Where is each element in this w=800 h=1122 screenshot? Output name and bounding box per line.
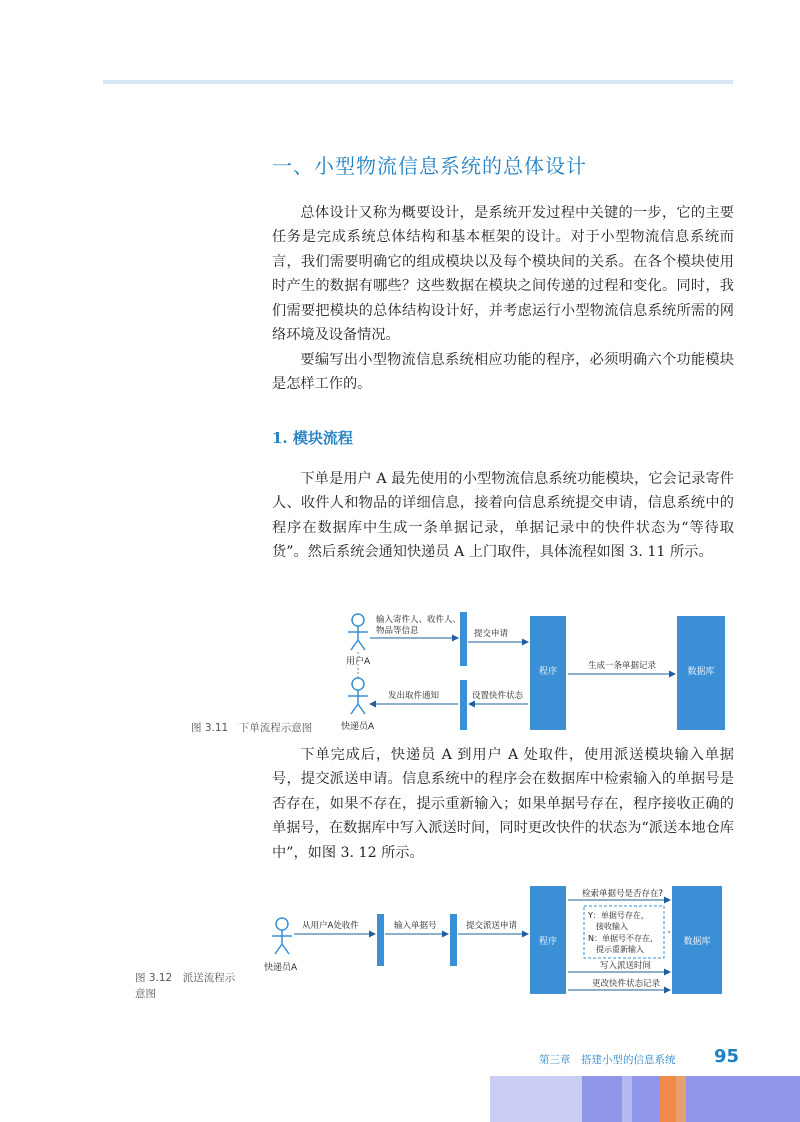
delivery-flow-diagram — [262, 882, 732, 1000]
notify-label: 发出取件通知 — [388, 691, 440, 701]
submit-bar — [460, 612, 467, 666]
figure-caption-3-12 — [135, 970, 253, 1002]
courier-icon — [272, 918, 292, 954]
input-label-1: 输入寄件人、收件人、 — [376, 615, 462, 625]
intro-paragraph-2: 要编写出小型物流信息系统相应功能的程序，必须明确六个功能模块是怎样工作的。 — [272, 352, 734, 393]
status-label: 设置快件状态 — [472, 691, 524, 701]
no-line-2: 提示重新输入 — [596, 945, 644, 954]
user-label: 用户A — [346, 657, 371, 667]
submit-label: 提交派送申请 — [466, 921, 518, 931]
user-icon — [348, 614, 368, 650]
no-line-1: N：单据号不存在， — [588, 934, 658, 943]
database-label: 数据库 — [687, 667, 715, 677]
database-label: 数据库 — [683, 937, 711, 947]
subsection-title: 1. 模块流程 — [272, 429, 353, 447]
pickup-bar — [377, 914, 384, 966]
order-paragraph: 下单是用户 A 最先使用的小型物流信息系统功能模块，它会记录寄件人、收件人和物品的详细信息，接着向信息系统提交申请，信息系统中的程序在数据库中生成一条单据记录，单据记录中的快件状态为“等待取货”。然后系统会通知快递员 A 上门取件，具体流程如图 3. 11 所示。 — [272, 471, 734, 561]
input-label-2: 物品等信息 — [376, 626, 419, 636]
check-label: 检索单据号是否存在? — [582, 889, 664, 899]
caption-line-1: 图 3.12 派送流程示 — [135, 972, 236, 984]
update-label: 更改快件状态记录 — [592, 979, 661, 989]
write-label: 写入派送时间 — [600, 961, 652, 971]
decorative-bars — [490, 1076, 800, 1122]
courier-label: 快递员A — [264, 963, 298, 973]
courier-label: 快递员A — [341, 722, 375, 732]
figure-caption-3-11: 图 3.11 下单流程示意图 — [191, 722, 313, 734]
courier-icon — [348, 678, 368, 714]
program-label: 程序 — [538, 667, 558, 677]
input-bar — [450, 914, 457, 966]
order-flow-diagram — [340, 608, 730, 734]
delivery-paragraph: 下单完成后，快递员 A 到用户 A 处取件，使用派送模块输入单据号，提交派送申请。信息系统中的程序会在数据库中检索输入的单据号是否存在，如果不存在，提示重新输入；如果单据号存在，程序接收正确的单据号，在数据库中写入派送时间，同时更改快件的状态为“派送本地仓库中”，如图 3. 12 所示。 — [272, 747, 734, 861]
yes-line-1: Y：单据号存在， — [588, 911, 649, 920]
caption-line-2: 意图 — [135, 988, 156, 1000]
page-number: 95 — [714, 1046, 740, 1067]
status-bar — [460, 680, 467, 730]
header-rule — [103, 80, 733, 84]
generate-label: 生成一条单据记录 — [588, 661, 657, 671]
section-title: 一、小型物流信息系统的总体设计 — [272, 154, 587, 178]
intro-paragraph-1: 总体设计又称为概要设计，是系统开发过程中关键的一步，它的主要任务是完成系统总体结构和基本框架的设计。对于小型物流信息系统而言，我们需要明确它的组成模块以及每个模块间的关系。在各个模块使用时产生的数据有哪些？这些数据在模块之间传递的过程和变化。同时，我们需要把模块的总体结构设计好，并考虑运行小型物流信息系统所需的网络环境及设备情况。 — [272, 205, 734, 344]
yes-line-2: 接收输入 — [596, 922, 628, 931]
pickup-label: 从用户A处收件 — [302, 921, 359, 931]
program-label: 程序 — [538, 937, 558, 947]
chapter-title: 第三章 搭建小型的信息系统 — [539, 1054, 676, 1066]
input-no-label: 输入单据号 — [394, 921, 437, 931]
submit-label: 提交申请 — [474, 629, 509, 639]
